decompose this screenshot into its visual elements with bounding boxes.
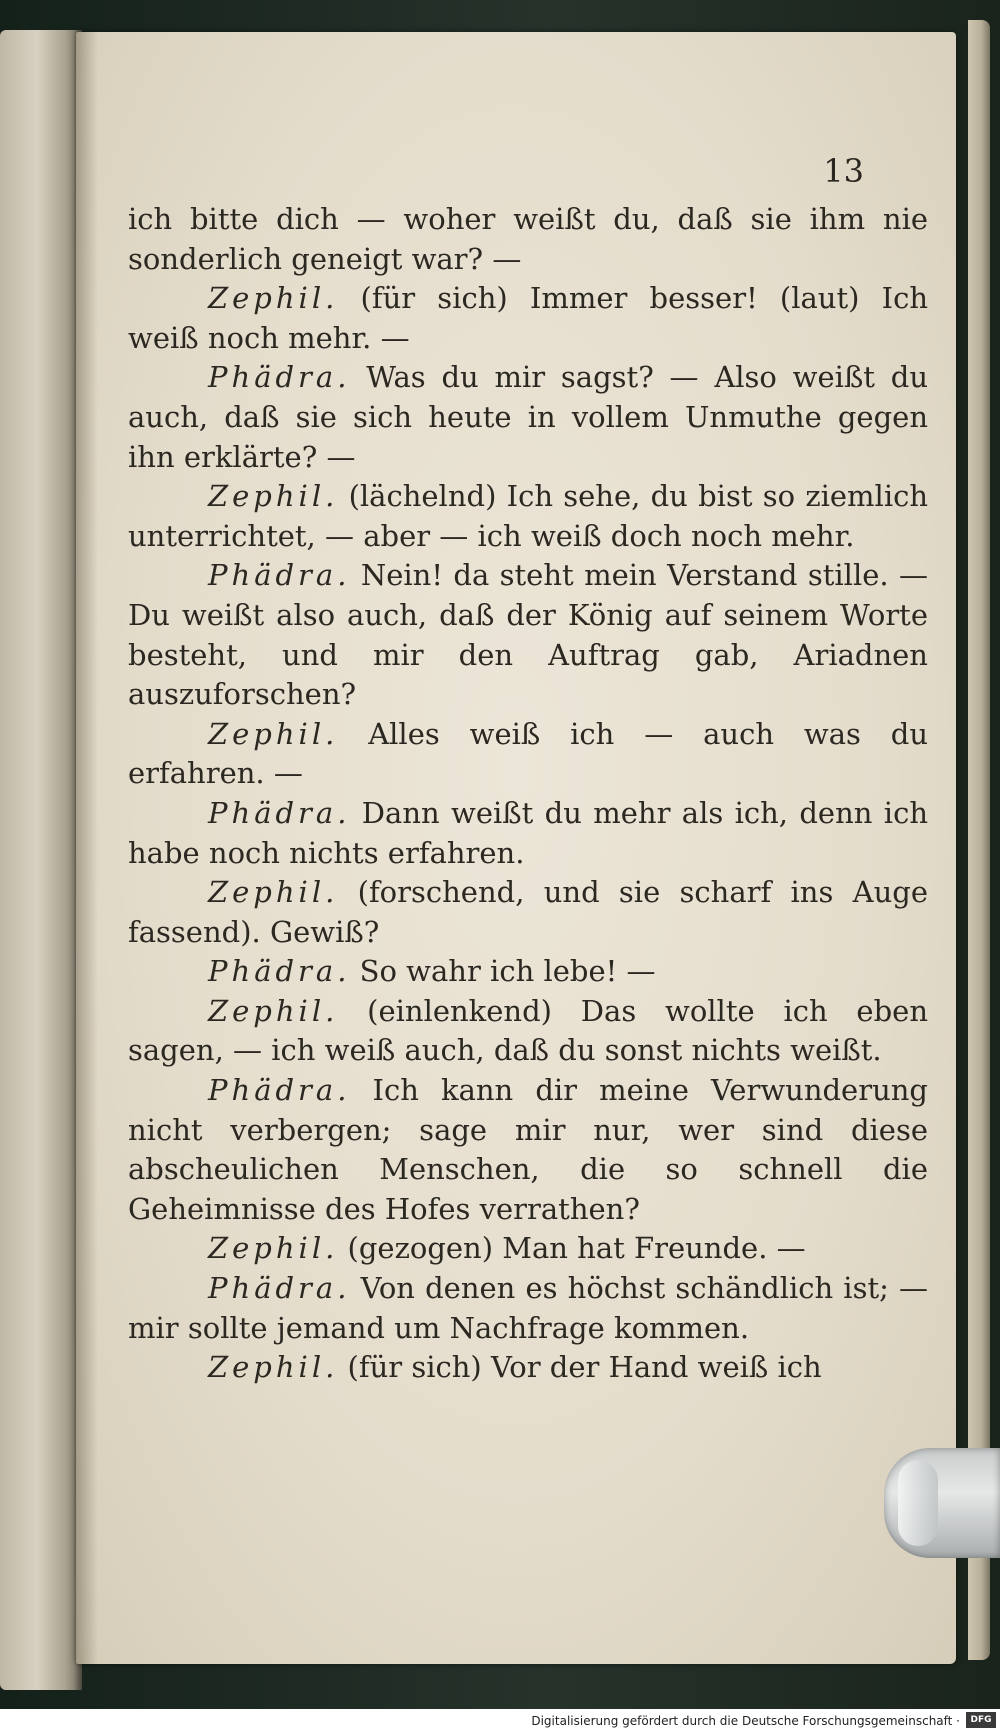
- paragraph-text: (gezogen) Man hat Freunde. —: [347, 1231, 806, 1266]
- speaker-name: Zephil.: [208, 479, 339, 514]
- paragraph-text: Dann weißt du mehr als ich, denn ich habe noch nichts erfahren.: [128, 795, 928, 870]
- paragraph-text: Von denen es höchst schändlich ist; — mir sollte jemand um Nachfrage kommen.: [128, 1271, 929, 1345]
- page-number: 13: [823, 152, 864, 190]
- paragraph: [128, 1229, 928, 1269]
- footer-bar: [0, 1709, 1000, 1731]
- paragraph: [128, 358, 928, 477]
- speaker-name: Phädra.: [208, 1073, 351, 1108]
- paragraph-text: Ich kann dir meine Verwunderung nicht verbergen; sage mir nur, wer sind diese abscheulichen Menschen, die so schnell die Geheimnisse des Hofes verrathen?: [128, 1073, 929, 1226]
- paragraph-text: Alles weiß ich — auch was du erfahren. —: [128, 716, 929, 791]
- speaker-name: Zephil.: [208, 993, 339, 1028]
- paragraph: [128, 1071, 928, 1229]
- paragraph-text: So wahr ich lebe! —: [359, 954, 656, 989]
- paragraph-text: (für sich) Immer besser! (laut) Ich weiß noch mehr. —: [128, 281, 929, 355]
- speaker-name: Phädra.: [208, 1271, 351, 1306]
- paragraph: [128, 279, 928, 358]
- paragraph: [128, 477, 928, 556]
- paragraph: [128, 556, 928, 714]
- paragraph: [128, 1269, 928, 1348]
- speaker-name: Zephil.: [208, 1350, 339, 1385]
- paragraph: [128, 794, 928, 873]
- paragraph: [128, 952, 928, 992]
- previous-page-edge: [0, 30, 82, 1690]
- paragraph-text: Nein! da steht mein Verstand stille. — Du weißt also auch, daß der König auf seinem Worte besteht, und mir den Auftrag gab, Ariadnen auszuforschen?: [128, 558, 929, 712]
- paragraph-text: (lächelnd) Ich sehe, du bist so ziemlich unterrichtet, — aber — ich weiß doch noch mehr.: [128, 479, 929, 553]
- paragraph-text: (einlenkend) Das wollte ich eben sagen, — ich weiß auch, daß du sonst nichts weißt.: [128, 993, 929, 1068]
- speaker-name: Zephil.: [208, 1231, 339, 1266]
- paragraph-text: Was du mir sagst? — Also weißt du auch, daß sie sich heute in vollem Unmuthe gegen ihn erklärte? —: [128, 360, 928, 474]
- book-clamp: [884, 1448, 1000, 1558]
- paragraph: [128, 992, 928, 1071]
- speaker-name: Phädra.: [208, 360, 351, 395]
- paragraph-text: ich bitte dich — woher weißt du, daß sie ihm nie sonderlich geneigt war? —: [128, 202, 928, 276]
- dialogue-text: [128, 200, 928, 1388]
- speaker-name: Phädra.: [208, 954, 351, 989]
- dfg-logo-icon: DFG: [966, 1712, 996, 1728]
- speaker-name: Zephil.: [208, 716, 339, 751]
- paragraph: [128, 873, 928, 952]
- funding-credit: Digitalisierung gefördert durch die Deutsche Forschungsgemeinschaft ·: [531, 1714, 960, 1728]
- page-stack-edge: [968, 20, 990, 1660]
- speaker-name: Zephil.: [208, 281, 339, 316]
- book-page: [76, 32, 956, 1664]
- speaker-name: Phädra.: [208, 558, 351, 593]
- paragraph: [128, 1348, 928, 1388]
- speaker-name: Zephil.: [208, 875, 339, 910]
- paragraph-text: (für sich) Vor der Hand weiß ich: [347, 1350, 822, 1385]
- paragraph: [128, 715, 928, 794]
- speaker-name: Phädra.: [208, 795, 351, 830]
- paragraph: [128, 200, 928, 279]
- paragraph-text: (forschend, und sie scharf ins Auge fassend). Gewiß?: [128, 875, 928, 949]
